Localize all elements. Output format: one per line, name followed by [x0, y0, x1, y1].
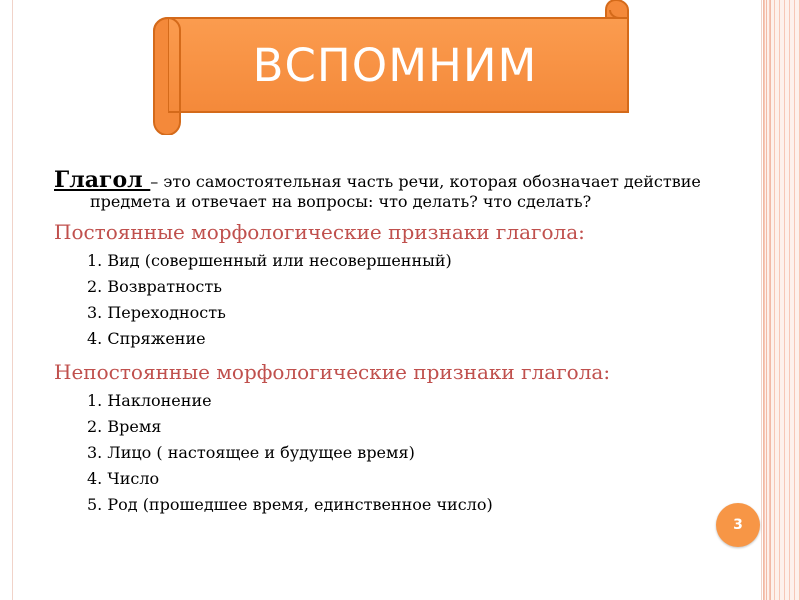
- list-item: 3. Переходность: [87, 303, 226, 322]
- list-item: 1. Вид (совершенный или несовершенный): [87, 251, 452, 270]
- list-item: 1. Наклонение: [87, 391, 212, 410]
- list-item: 2. Время: [87, 417, 162, 436]
- definition-text-line1: – это самостоятельная часть речи, которая обозначает действие: [150, 172, 701, 191]
- definition-paragraph: [54, 167, 754, 212]
- decorative-line: [766, 0, 767, 600]
- right-decorative-strip: [763, 0, 800, 600]
- decorative-line: [770, 0, 771, 600]
- variable-features-heading: Непостоянные морфологические признаки глагола:: [54, 360, 611, 384]
- list-item: 3. Лицо ( настоящее и будущее время): [87, 443, 415, 462]
- list-item: 4. Спряжение: [87, 329, 206, 348]
- page-number-badge: 3: [716, 503, 760, 547]
- definition-term: Глагол: [54, 167, 151, 193]
- constant-features-list: [54, 248, 754, 352]
- constant-features-heading: Постоянные морфологические признаки глагола:: [54, 220, 585, 244]
- variable-features-list: [54, 388, 754, 518]
- slide-content: [54, 167, 754, 518]
- list-item: 5. Род (прошедшее время, единственное число): [87, 495, 493, 514]
- definition-text-line2: предмета и отвечает на вопросы: что делать? что сделать?: [90, 192, 592, 211]
- list-item: 4. Число: [87, 469, 160, 488]
- list-item: 2. Возвратность: [87, 277, 222, 296]
- banner-title: ВСПОМНИМ: [252, 39, 538, 92]
